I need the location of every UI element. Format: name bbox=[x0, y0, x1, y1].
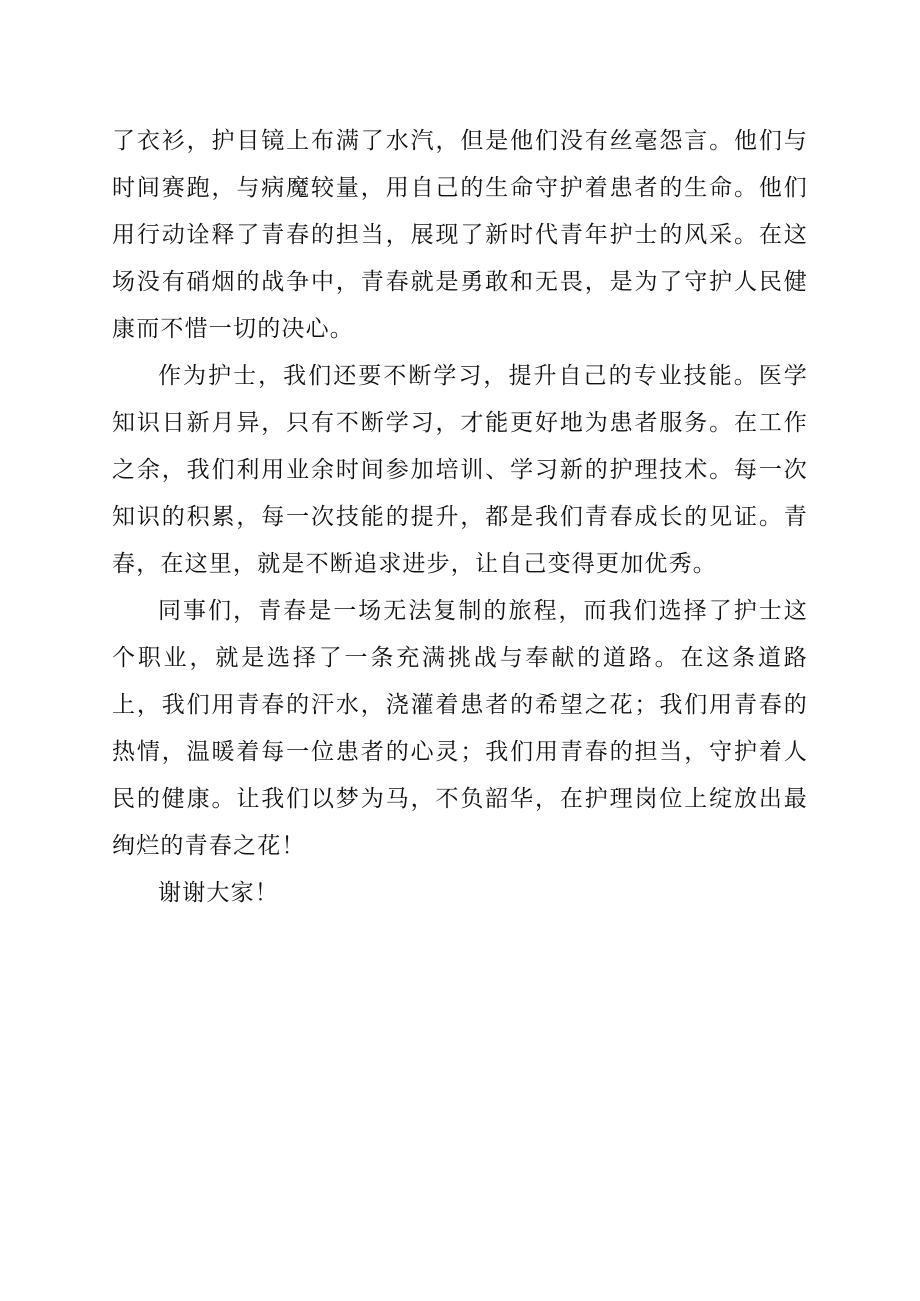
document-body bbox=[112, 118, 808, 917]
closing-thanks: 谢谢大家！ bbox=[158, 880, 279, 906]
paragraph-continued: 了衣衫，护目镜上布满了水汽，但是他们没有丝毫怨言。他们与时间赛跑，与病魔较量，用自己的生命守护着患者的生命。他们用行动诠释了青春的担当，展现了新时代青年护士的风采。在这场没有硝烟的战争中，青春就是勇敢和无畏，是为了守护人民健康而不惜一切的决心。 bbox=[112, 128, 808, 342]
paragraph-conclusion: 同事们，青春是一场无法复制的旅程，而我们选择了护士这个职业，就是选择了一条充满挑战与奉献的道路。在这条道路上，我们用青春的汗水，浇灌着患者的希望之花；我们用青春的热情，温暖着每一位患者的心灵；我们用青春的担当，守护着人民的健康。让我们以梦为马，不负韶华，在护理岗位上绽放出最绚烂的青春之花！ bbox=[112, 598, 808, 859]
paragraph-learning: 作为护士，我们还要不断学习，提升自己的专业技能。医学知识日新月异，只有不断学习，才能更好地为患者服务。在工作之余，我们利用业余时间参加培训、学习新的护理技术。每一次知识的积累，每一次技能的提升，都是我们青春成长的见证。青春，在这里，就是不断追求进步，让自己变得更加优秀。 bbox=[112, 363, 808, 577]
